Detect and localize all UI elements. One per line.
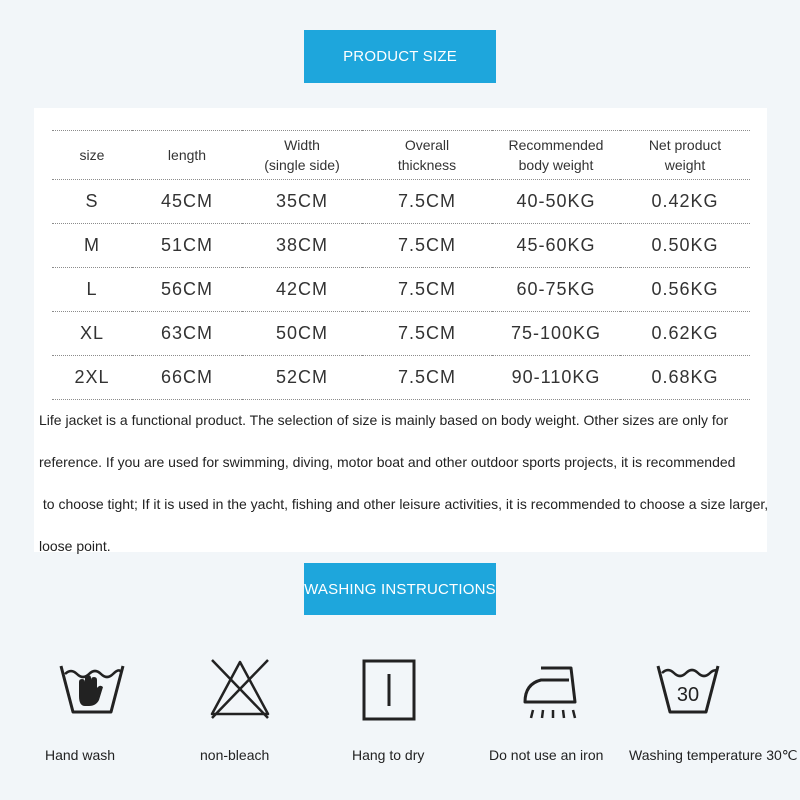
note-line: to choose tight; If it is used in the yacht, fishing and other leisure activities, it is recommended to choose a size larger, xyxy=(39,496,769,512)
cell-size: L xyxy=(52,268,132,312)
table-row xyxy=(52,312,750,356)
wash-label-washing-temperature: Washing temperature 30℃ xyxy=(629,747,798,763)
table-header-row xyxy=(52,131,750,180)
table-row xyxy=(52,356,750,400)
cell-thickness: 7.5CM xyxy=(362,356,492,400)
washing-instructions-banner xyxy=(304,563,496,615)
cell-body-weight: 60-75KG xyxy=(492,268,620,312)
header-width: Width (single side) xyxy=(242,131,362,180)
cell-length: 51CM xyxy=(132,224,242,268)
cell-net-weight: 0.62KG xyxy=(620,312,750,356)
header-length: length xyxy=(132,131,242,180)
cell-size: 2XL xyxy=(52,356,132,400)
note-line: loose point. xyxy=(39,538,111,554)
note-line: reference. If you are used for swimming, diving, motor boat and other outdoor sports projects, it is recommended xyxy=(39,454,736,470)
cell-length: 45CM xyxy=(132,180,242,224)
cell-width: 35CM xyxy=(242,180,362,224)
cell-net-weight: 0.50KG xyxy=(620,224,750,268)
cell-width: 38CM xyxy=(242,224,362,268)
cell-size: S xyxy=(52,180,132,224)
size-table xyxy=(52,130,750,400)
cell-net-weight: 0.42KG xyxy=(620,180,750,224)
cell-net-weight: 0.68KG xyxy=(620,356,750,400)
washing-temperature-icon xyxy=(654,656,722,718)
cell-body-weight: 75-100KG xyxy=(492,312,620,356)
cell-body-weight: 90-110KG xyxy=(492,356,620,400)
cell-length: 63CM xyxy=(132,312,242,356)
cell-net-weight: 0.56KG xyxy=(620,268,750,312)
cell-body-weight: 40-50KG xyxy=(492,180,620,224)
non-bleach-icon xyxy=(208,656,272,720)
table-row xyxy=(52,268,750,312)
wash-label-no-iron: Do not use an iron xyxy=(489,747,604,763)
table-row xyxy=(52,224,750,268)
cell-width: 52CM xyxy=(242,356,362,400)
cell-thickness: 7.5CM xyxy=(362,268,492,312)
wash-label-non-bleach: non-bleach xyxy=(200,747,270,763)
cell-width: 50CM xyxy=(242,312,362,356)
wash-label-hang-to-dry: Hang to dry xyxy=(352,747,425,763)
product-size-title: PRODUCT SIZE xyxy=(343,48,457,65)
header-net-weight: Net product weight xyxy=(620,131,750,180)
table-row xyxy=(52,180,750,224)
hang-to-dry-icon xyxy=(361,658,417,722)
cell-size: XL xyxy=(52,312,132,356)
cell-body-weight: 45-60KG xyxy=(492,224,620,268)
washing-instructions-title: WASHING INSTRUCTIONS xyxy=(304,580,496,598)
wash-label-hand-wash: Hand wash xyxy=(45,747,116,763)
cell-width: 42CM xyxy=(242,268,362,312)
header-body-weight: Recommended body weight xyxy=(492,131,620,180)
header-thickness: Overall thickness xyxy=(362,131,492,180)
header-size: size xyxy=(52,131,132,180)
cell-size: M xyxy=(52,224,132,268)
note-line: Life jacket is a functional product. The selection of size is mainly based on body weight. Other sizes are only for xyxy=(39,412,729,428)
cell-thickness: 7.5CM xyxy=(362,224,492,268)
no-iron-icon xyxy=(519,664,583,722)
cell-length: 56CM xyxy=(132,268,242,312)
hand-wash-icon xyxy=(57,656,127,718)
product-size-banner xyxy=(304,30,496,83)
size-chart-card xyxy=(34,108,767,552)
cell-thickness: 7.5CM xyxy=(362,312,492,356)
cell-thickness: 7.5CM xyxy=(362,180,492,224)
cell-length: 66CM xyxy=(132,356,242,400)
washing-temperature-value: 30 xyxy=(676,684,700,706)
